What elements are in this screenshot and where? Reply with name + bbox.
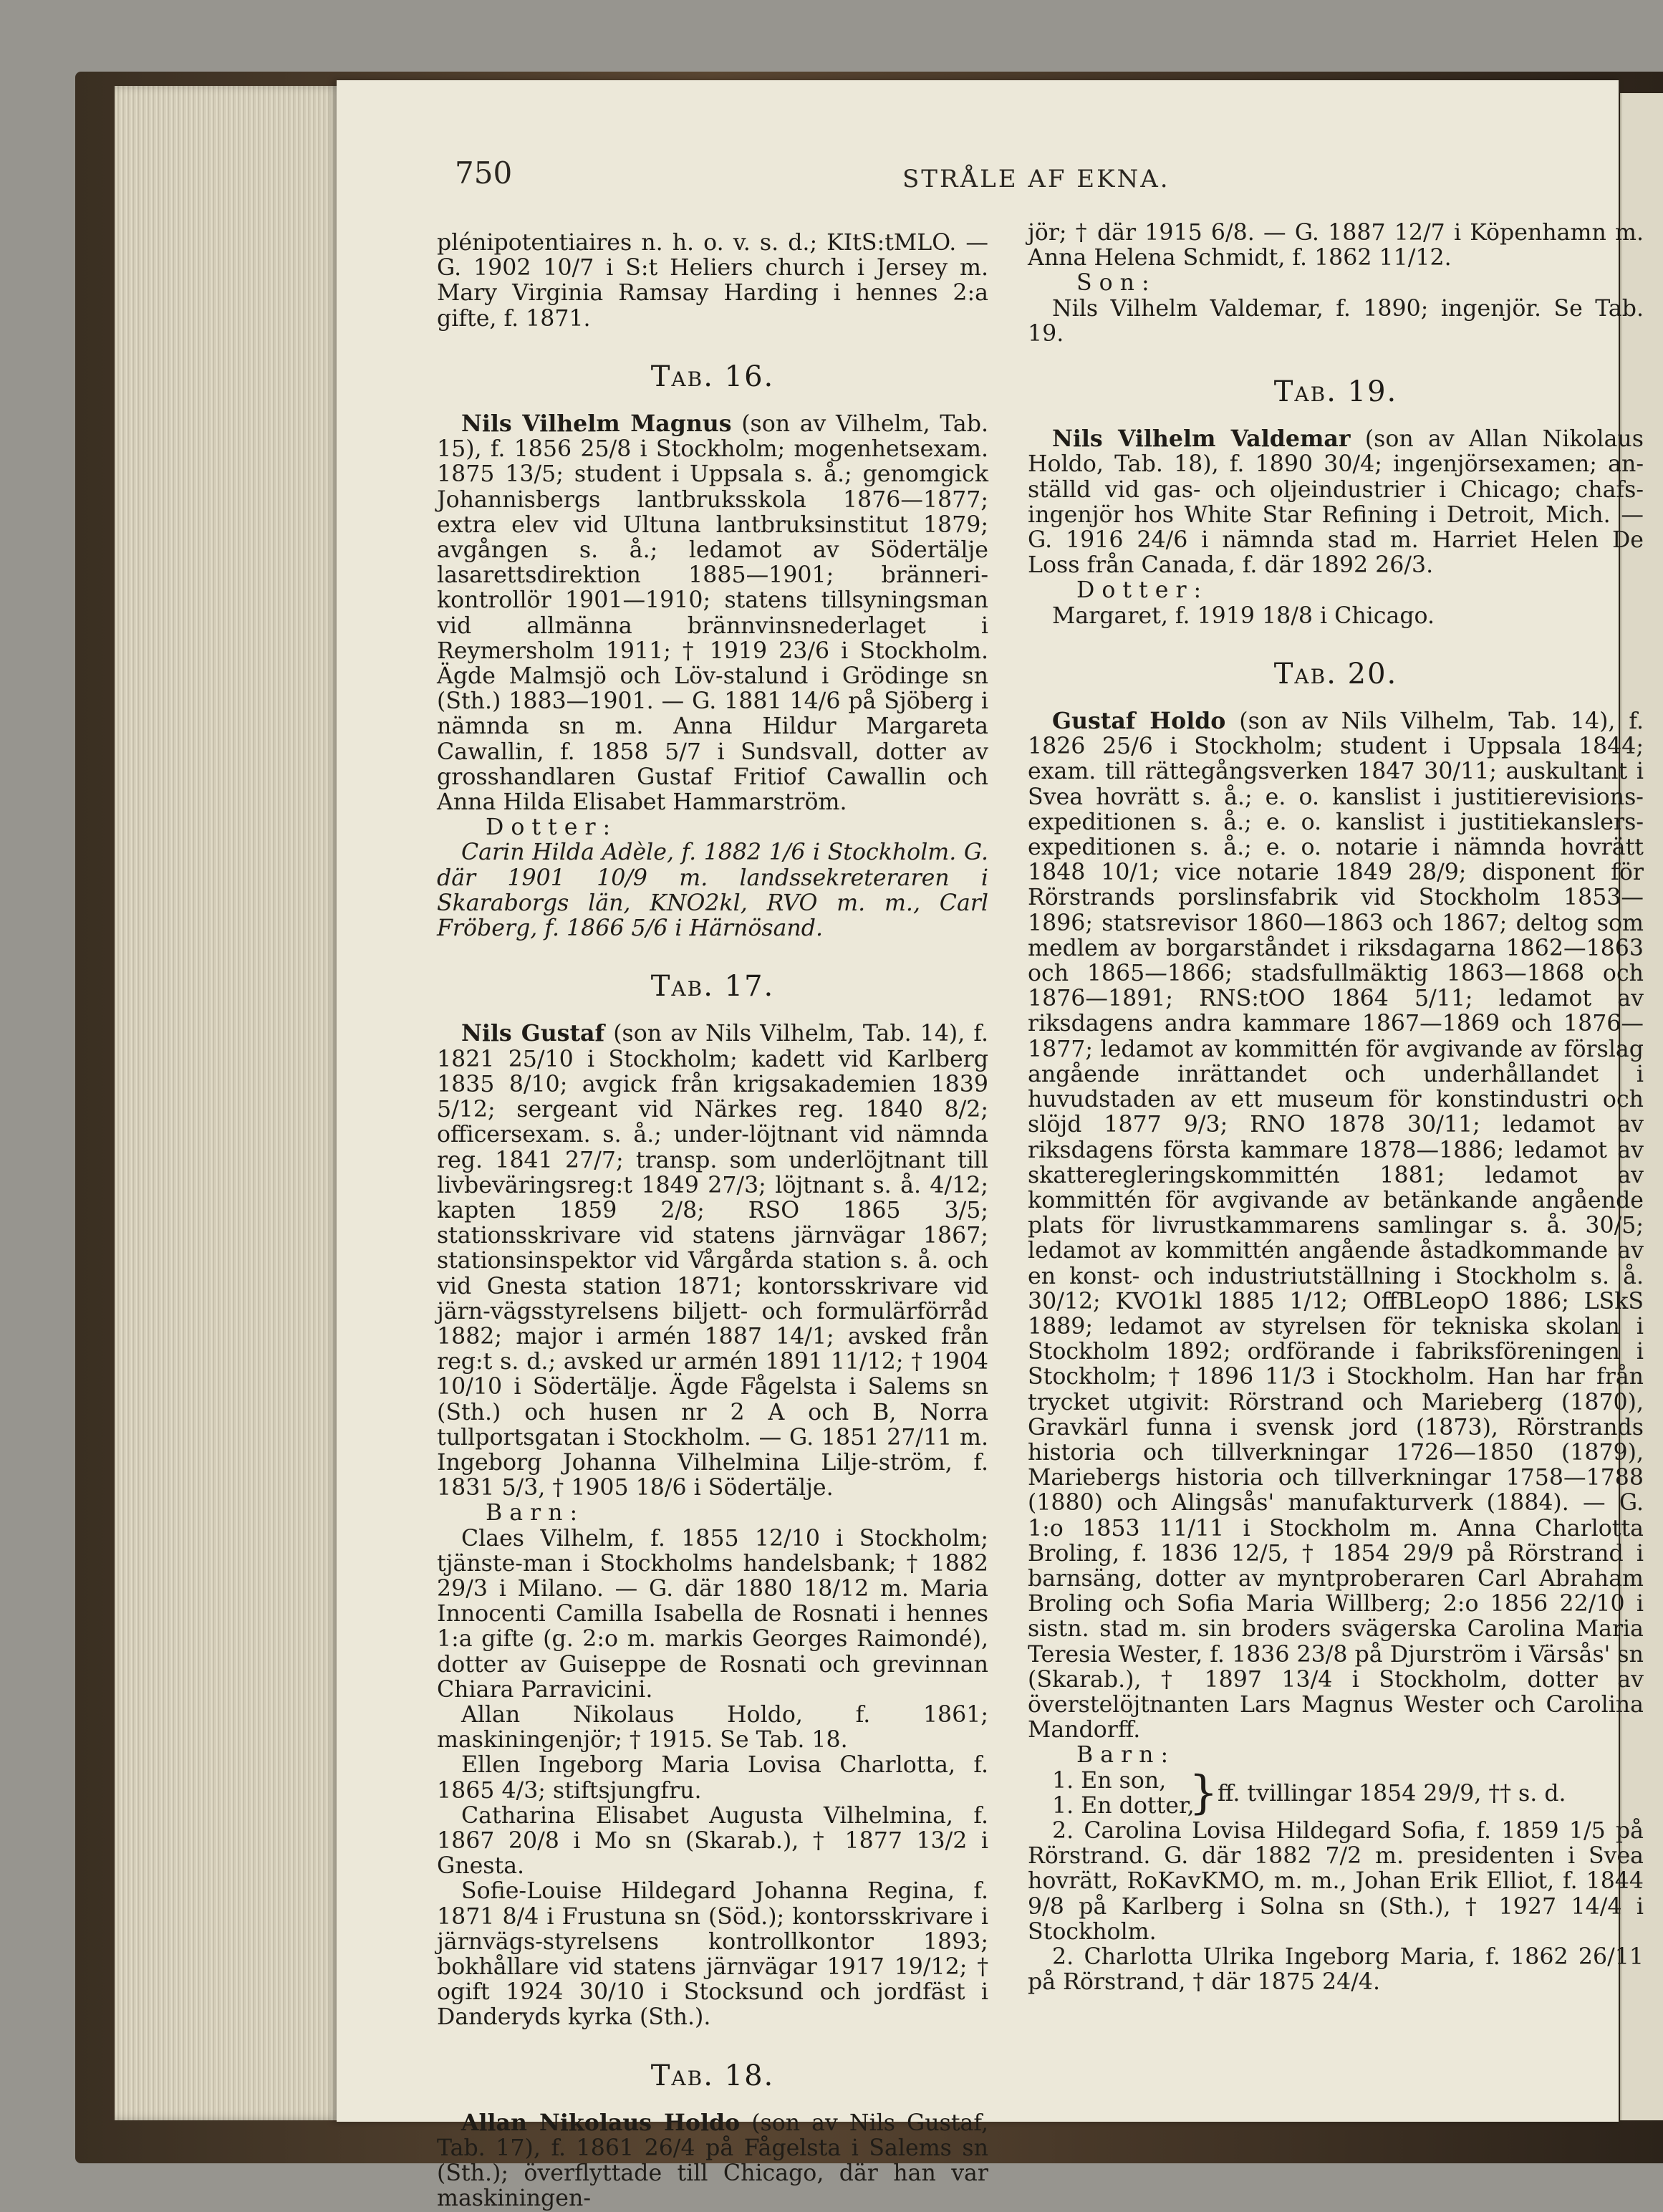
tab16-body: (son av Vilhelm, Tab. 15), f. 1856 25/8 i Stockholm; mogenhetsexam. 1875 13/5; student i Uppsala s. å.; genomgick Johannisbergs lantbruksskola 1876—1877; extra elev vid Ultuna lantbruksinstitut 1879; avgången s. å.; ledamot av Södertälje lasarettsdirektion 1885—1901; bränneri-kontrollör 1901—1910; statens tillsyningsman vid allmänna brännvinsnederlaget i Reymersholm 1911; † 1919 23/6 i Stockholm. Ägde Malmsjö och Löv-stalund i Grödinge sn (Sth.) 1883—1901. — G. 1881 14/6 på Sjöberg i nämnda sn m. Anna Hildur Margareta Cawallin, f. 1858 5/7 i Sundsvall, dotter av grosshandlaren Gustaf Fritiof Cawallin och Anna Hilda Elisabet Hammarström. (437, 411, 988, 816)
page-edges (115, 86, 344, 2120)
tab17-children-heading: Barn: (486, 1500, 585, 1526)
tab20-child: 2. Charlotta Ulrika Ingeborg Maria, f. 1862 26/11 på Rörstrand, † där 1875 24/4. (1028, 1944, 1644, 1996)
tab20-name: Gustaf Holdo (1052, 708, 1226, 735)
tab20-entry (1028, 708, 1644, 1743)
book-page (337, 80, 1644, 2212)
tab19-body: (son av Allan Nikolaus Holdo, Tab. 18), f. 1890 30/4; ingenjörsexamen; an-ställd vid gas- och oljeindustrier i Chicago; chafs-ingenjör hos White Star Refining i Detroit, Mich. — G. 1916 24/6 i nämnda stad m. Harriet Helen De Loss från Canada, f. där 1892 26/3. (1028, 426, 1644, 579)
tab17-child: Catharina Elisabet Augusta Vilhelmina, f. 1867 20/8 i Mo sn (Skarab.), † 1877 13/2 i Gnesta. (437, 1802, 988, 1880)
running-title: STRÅLE AF EKNA. (902, 165, 1170, 193)
tab18-body: (son av Nils Gustaf, Tab. 17), f. 1861 26/4 på Fågelsta i Salems sn (Sth.); överflyttade till Chicago, där han var maskiningen- (437, 2110, 988, 2212)
left-column (437, 231, 988, 2212)
right-column (1028, 221, 1644, 1995)
tab17-child: Allan Nikolaus Holdo, f. 1861; maskiningenjör; † 1915. Se Tab. 18. (437, 1701, 988, 1754)
tab17-child: Sofie-Louise Hildegard Johanna Regina, f. 1871 8/4 i Frustuna sn (Söd.); kontorsskrivare i järnvägs-styrelsens kontrollkontor 1893; bokhållare vid statens järnvägar 1917 19/12; † ogift 1924 30/10 i Stocksund och jordfäst i Danderyds kyrka (Sth.). (437, 1878, 988, 2031)
tab17-child: Claes Vilhelm, f. 1855 12/10 i Stockholm; tjänste-man i Stockholms handelsbank; † 1882 29/3 i Milano. — G. där 1880 18/12 m. Maria Innocenti Camilla Isabella de Rosnati i hennes 1:a gifte (g. 2:o m. markis Georges Raimondé), dotter av Guiseppe de Rosnati och grevinnan Chiara Parravicini. (437, 1525, 988, 1703)
left-intro: plénipotentiaires n. h. o. v. s. d.; KItS:tMLO. — G. 1902 10/7 i S:t Heliers church i Jersey m. Mary Virginia Ramsay Harding i hennes 2:a gifte, f. 1871. (437, 230, 988, 332)
tab18-name: Allan Nikolaus Holdo (461, 2109, 741, 2136)
brace-icon: } (1189, 1766, 1218, 1819)
tab17-name: Nils Gustaf (461, 1020, 605, 1047)
right-intro: jör; † där 1915 6/8. — G. 1887 12/7 i Köpenhamn m. Anna Helena Schmidt, f. 1862 11/12. (1028, 220, 1644, 271)
tab17-body: (son av Nils Vilhelm, Tab. 14), f. 1821 25/10 i Stockholm; kadett vid Karlberg 1835 8/10; avgick från krigsakademien 1839 5/12; sergeant vid Närkes reg. 1840 8/2; officersexam. s. å.; under-löjtnant vid nämnda reg. 1841 27/7; transp. som underlöjtnant till livbeväringsreg:t 1849 27/3; löjtnant s. å. 4/12; kapten 1859 2/8; RSO 1865 3/5; stationsskrivare vid statens järnvägar 1867; stationsinspektor vid Vårgårda station s. å. och vid Gnesta station 1871; kontorsskrivare vid järn-vägsstyrelsens biljett- och formulärförråd 1882; major i armén 1887 14/1; avsked från reg:t s. d.; avsked ur armén 1891 11/12; † 1904 10/10 i Södertälje. Ägde Fågelsta i Salems sn (Sth.) och husen nr 2 A och B, Norra tullportsgatan i Stockholm. — G. 1851 27/11 m. Ingeborg Johanna Vilhelmina Lilje-ström, f. 1831 5/3, † 1905 18/6 i Södertälje. (437, 1021, 988, 1501)
tab19-heading: Tab. 19. (1273, 375, 1398, 409)
tab20-child: 2. Carolina Lovisa Hildegard Sofia, f. 1859 1/5 på Rörstrand. G. där 1882 7/2 m. presidenten i Svea hovrätt, RoKavKMO, m. m., Johan Erik Elliot, f. 1844 9/8 på Karlberg i Solna sn (Sth.), † 1927 14/4 i Stockholm. (1028, 1817, 1644, 1945)
tab19-name: Nils Vilhelm Valdemar (1052, 425, 1351, 453)
tab19-child: Margaret, f. 1919 18/8 i Chicago. (1052, 602, 1435, 629)
twins-entry (1028, 1766, 1644, 1819)
tab16-entry (437, 411, 988, 815)
tab17-heading: Tab. 17. (650, 970, 775, 1004)
tab17-child: Ellen Ingeborg Maria Lovisa Charlotta, f. 1865 4/3; stiftsjungfru. (437, 1752, 988, 1804)
tab18-children-heading: Son: (1076, 270, 1157, 297)
tab19-children-heading: Dotter: (1076, 577, 1209, 604)
page-number: 750 (455, 155, 513, 191)
tab16-child: Carin Hilda Adèle, f. 1882 1/6 i Stockholm. G. där 1901 10/9 m. landssekreteraren i Skaraborgs län, KNO2kl, RVO m. m., Carl Fröberg, f. 1866 5/6 i Härnösand. (437, 840, 988, 942)
tab16-name: Nils Vilhelm Magnus (461, 410, 732, 438)
tab16-children-heading: Dotter: (486, 814, 618, 841)
twins-note: ff. tvillingar 1854 29/9, †† s. d. (1218, 1780, 1566, 1807)
tab18-child: Nils Vilhelm Valdemar, f. 1890; ingenjör. Se Tab. 19. (1028, 295, 1644, 347)
tab16-heading: Tab. 16. (650, 360, 775, 393)
tab19-entry (1028, 426, 1644, 578)
tab20-children-heading: Barn: (1076, 1742, 1176, 1769)
tab17-entry (437, 1021, 988, 1501)
tab20-body: (son av Nils Vilhelm, Tab. 14), f. 1826 25/6 i Stockholm; student i Uppsala 1844; exam. till rättegångsverken 1847 30/11; auskultant i Svea hovrätt s. å.; e. o. kanslist i justitierevisions-expeditionen s. å.; e. o. kanslist i justitiekanslers-expeditionen s. å.; e. o. notarie i nämnda hovrätt 1848 10/1; vice notarie 1849 28/9; disponent för Rörstrands porslinsfabrik vid Stockholm 1853—1896; statsrevisor 1860—1863 och 1867; deltog som medlem av borgarståndet i riksdagarna 1862—1863 och 1865—1866; stadsfullmäktig 1863—1868 och 1876—1891; RNS:tOO 1864 5/11; ledamot av riksdagens andra kammare 1867—1869 och 1876—1877; ledamot av kommittén för avgivande av förslag angående inrättandet och underhållandet i huvudstaden av ett museum för konstindustri och slöjd 1877 9/3; RNO 1878 30/11; ledamot av riksdagens första kammare 1878—1886; ledamot av skatteregleringskommittén 1881; ledamot av kommittén för avgivande av betänkande angående plats för livrustkammarens samlingar s. å. 30/5; ledamot av kommittén angående åstadkommande av en konst- och industriutställning i Stockholm s. å. 30/12; KVO1kl 1885 1/12; OffBLeopO 1886; LSkS 1889; ledamot av styrelsen för tekniska skolan i Stockholm 1892; ordförande i fabriksföreningen i Stockholm; † 1896 11/3 i Stockholm. Han har från trycket utgivit: Rörstrand och Marieberg (1870), Gravkärl funna i svensk jord (1873), Rörstrands historia och tillverkningar 1726—1850 (1879), Mariebergs historia och tillverkningar 1758—1788 (1880) och Alingsås' manufakturverk (1884). — G. 1:o 1853 11/11 i Stockholm m. Anna Charlotta Broling, f. 1836 12/5, † 1854 29/9 på Rörstrand i barnsäng, dotter av myntproberaren Carl Abraham Broling och Sofia Maria Willberg; 2:o 1856 22/10 i sistn. stad m. sin broders svägerska Carolina Maria Teresia Wester, f. 1836 23/8 på Djurström i Värsås' sn (Skarab.), † 1897 13/4 i Stockholm, dotter av överstelöjtnanten Lars Magnus Wester och Carolina Mandorff. (1028, 708, 1644, 1744)
twin-son: 1. En son, (1052, 1767, 1167, 1794)
tab18-heading: Tab. 18. (650, 2059, 775, 2092)
twin-daughter: 1. En dotter, (1052, 1792, 1195, 1819)
tab18-entry (437, 2110, 988, 2212)
tab20-heading: Tab. 20. (1273, 657, 1398, 691)
